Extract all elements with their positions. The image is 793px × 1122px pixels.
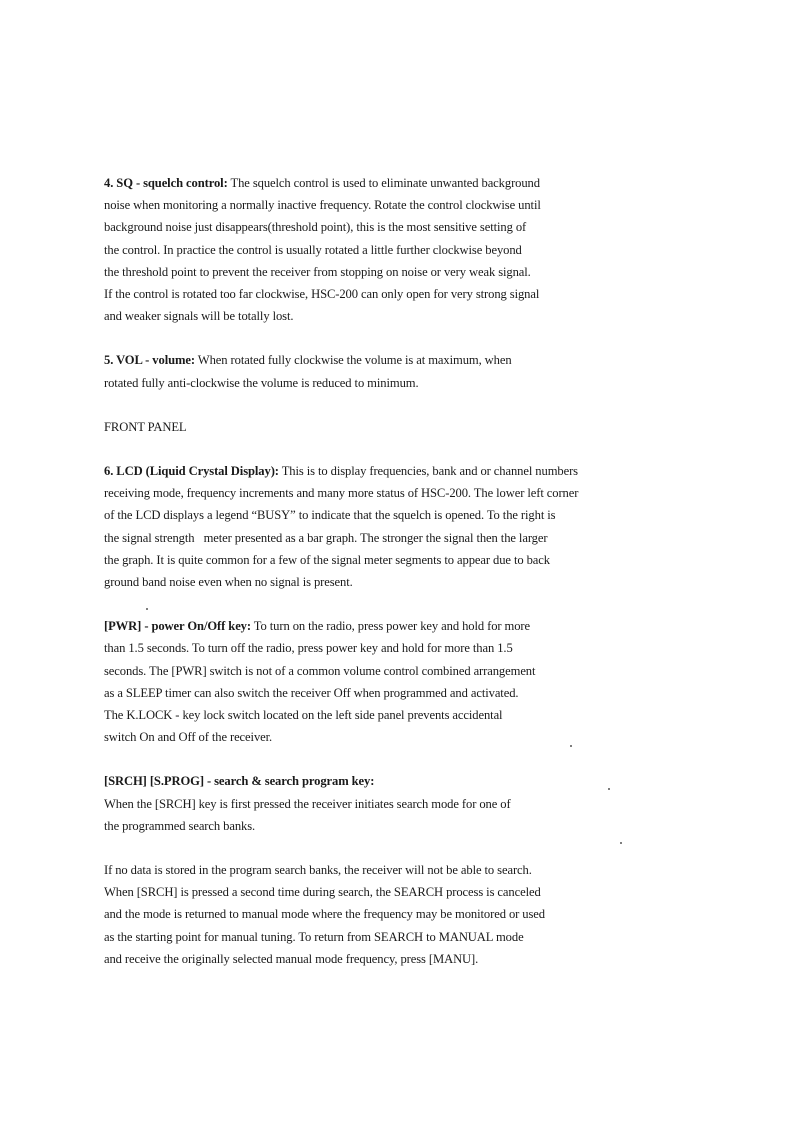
power-line: The K.LOCK - key lock switch located on the left side panel prevents accidental — [104, 708, 503, 723]
volume-first-line-text: When rotated fully clockwise the volume is at maximum, when — [194, 353, 512, 368]
scan-speck — [570, 745, 572, 747]
power-line: as a SLEEP timer can also switch the receiver Off when programmed and activated. — [104, 685, 519, 700]
scan-speck — [620, 842, 622, 844]
squelch-line: noise when monitoring a normally inactive frequency. Rotate the control clockwise until — [104, 198, 541, 213]
volume-heading: 5. VOL - volume: — [104, 353, 195, 368]
lcd-first-line — [104, 460, 704, 482]
document-page — [104, 172, 704, 970]
power-line: seconds. The [PWR] switch is not of a common volume control combined arrangement — [104, 663, 536, 678]
lcd-section — [104, 460, 704, 593]
power-line: than 1.5 seconds. To turn off the radio, press power key and hold for more than 1.5 — [104, 641, 513, 656]
search-heading-text: [SRCH] [S.PROG] - search & search program key: — [104, 774, 375, 789]
lcd-line: the signal strength meter presented as a bar graph. The stronger the signal then the larger — [104, 530, 548, 545]
search-details-line: as the starting point for manual tuning. To return from SEARCH to MANUAL mode — [104, 929, 524, 944]
search-line: When the [SRCH] key is first pressed the receiver initiates search mode for one of — [104, 796, 511, 811]
volume-section — [104, 349, 704, 393]
lcd-first-line-text: This is to display frequencies, bank and or channel numbers — [278, 464, 578, 479]
front-panel-heading: FRONT PANEL — [104, 419, 187, 434]
lcd-line: the graph. It is quite common for a few of the signal meter segments to appear due to back — [104, 552, 550, 567]
squelch-first-line — [104, 172, 704, 194]
volume-first-line — [104, 349, 704, 371]
power-heading: [PWR] - power On/Off key: — [104, 619, 251, 634]
search-heading — [104, 770, 704, 792]
search-line: the programmed search banks. — [104, 818, 256, 833]
scan-speck — [146, 608, 148, 610]
squelch-section — [104, 172, 704, 327]
search-details-section — [104, 859, 704, 970]
search-details-line: and receive the originally selected manual mode frequency, press [MANU]. — [104, 951, 479, 966]
lcd-line: of the LCD displays a legend “BUSY” to indicate that the squelch is opened. To the right is — [104, 508, 556, 523]
lcd-heading: 6. LCD (Liquid Crystal Display): — [104, 464, 279, 479]
power-first-line — [104, 615, 704, 637]
lcd-line: receiving mode, frequency increments and many more status of HSC-200. The lower left corner — [104, 486, 579, 501]
search-section — [104, 770, 704, 837]
search-details-line: When [SRCH] is pressed a second time during search, the SEARCH process is canceled — [104, 885, 541, 900]
squelch-line: and weaker signals will be totally lost. — [104, 309, 294, 324]
power-first-line-text: To turn on the radio, press power key and hold for more — [250, 619, 531, 634]
squelch-line: If the control is rotated too far clockwise, HSC-200 can only open for very strong signal — [104, 287, 540, 302]
scan-speck — [608, 788, 610, 790]
volume-line: rotated fully anti-clockwise the volume is reduced to minimum. — [104, 375, 419, 390]
power-section — [104, 615, 704, 748]
squelch-first-line-text: The squelch control is used to eliminate unwanted background — [227, 176, 540, 190]
front-panel-section — [104, 416, 704, 438]
squelch-line: background noise just disappears(threshold point), this is the most sensitive setting of — [104, 220, 527, 235]
squelch-line: the threshold point to prevent the receiver from stopping on noise or very weak signal. — [104, 264, 531, 279]
search-details-line: and the mode is returned to manual mode where the frequency may be monitored or used — [104, 907, 545, 922]
lcd-line: ground band noise even when no signal is present. — [104, 575, 353, 590]
squelch-heading: 4. SQ - squelch control: — [104, 176, 228, 190]
search-details-line: If no data is stored in the program search banks, the receiver will not be able to search. — [104, 863, 532, 878]
squelch-line: the control. In practice the control is usually rotated a little further clockwise beyond — [104, 242, 522, 257]
power-line: switch On and Off of the receiver. — [104, 730, 273, 745]
